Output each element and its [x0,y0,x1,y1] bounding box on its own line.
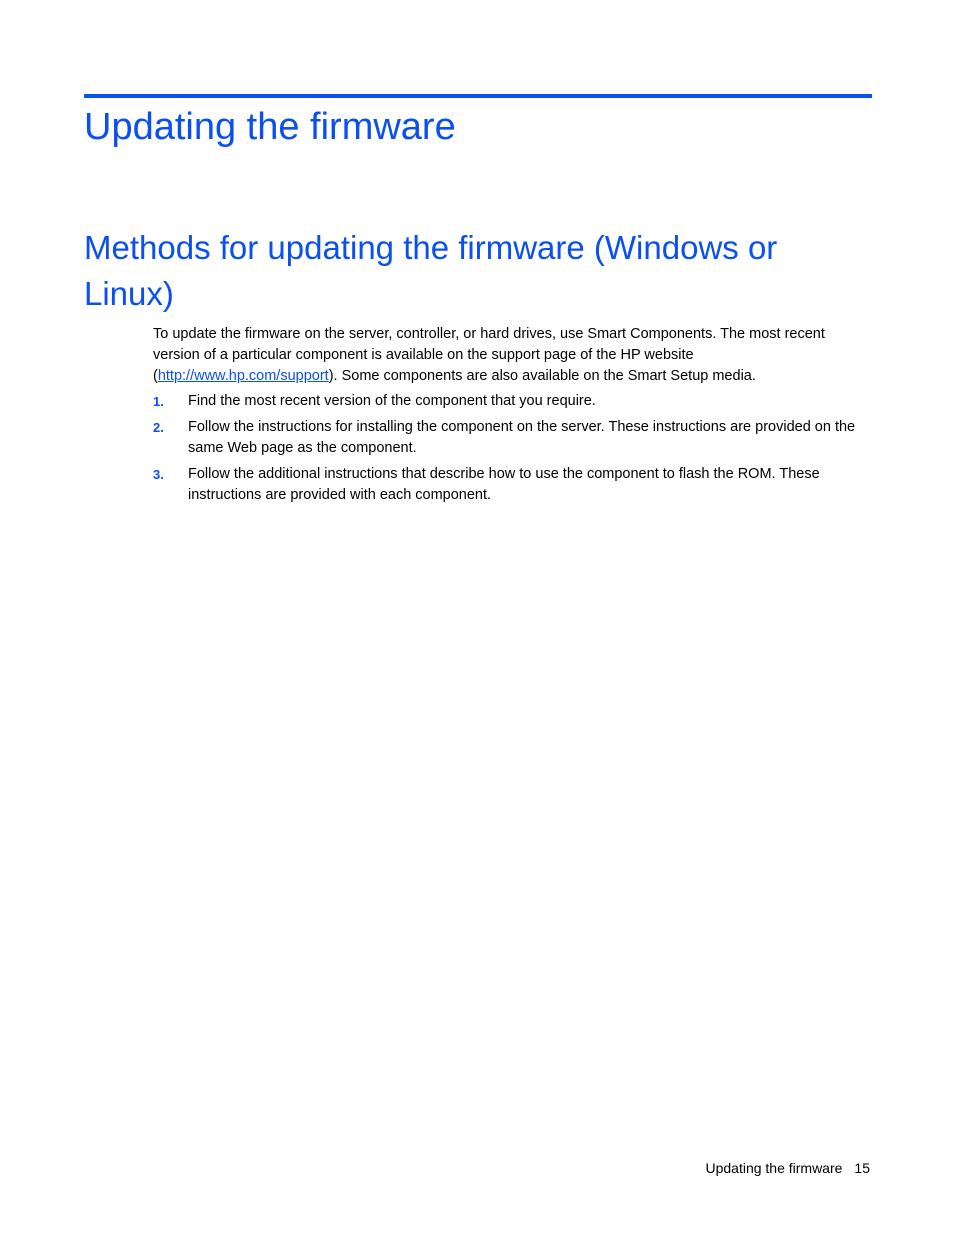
page-footer [705,1158,870,1178]
step-number: 1. [153,394,164,409]
list-item [153,391,865,412]
hp-support-link[interactable]: http://www.hp.com/support [157,368,329,384]
intro-paragraph [153,324,865,387]
steps-list [153,391,865,511]
page-number: 15 [854,1160,870,1176]
step-text: Find the most recent version of the component that you require. [188,393,596,409]
chapter-rule [84,94,872,98]
list-item [153,417,865,459]
list-item [153,464,865,506]
step-number: 3. [153,467,164,482]
intro-text-before-link: To update the firmware on the server, controller, or hard drives, use Smart Components. The most recent version of a particular component is available on the support page of the HP website ( [153,326,825,384]
footer-section-name: Updating the firmware [705,1160,843,1176]
step-text: Follow the instructions for installing the component on the server. These instructions are provided on the same Web page as the component. [188,419,856,456]
step-number: 2. [153,420,164,435]
step-text: Follow the additional instructions that describe how to use the component to flash the ROM. These instructions are provided with each component. [188,466,820,503]
section-title: Methods for updating the firmware (Windows or Linux) [84,229,778,312]
intro-text-after-link: ). Some components are also available on the Smart Setup media. [328,368,756,384]
chapter-title: Updating the firmware [84,106,456,148]
